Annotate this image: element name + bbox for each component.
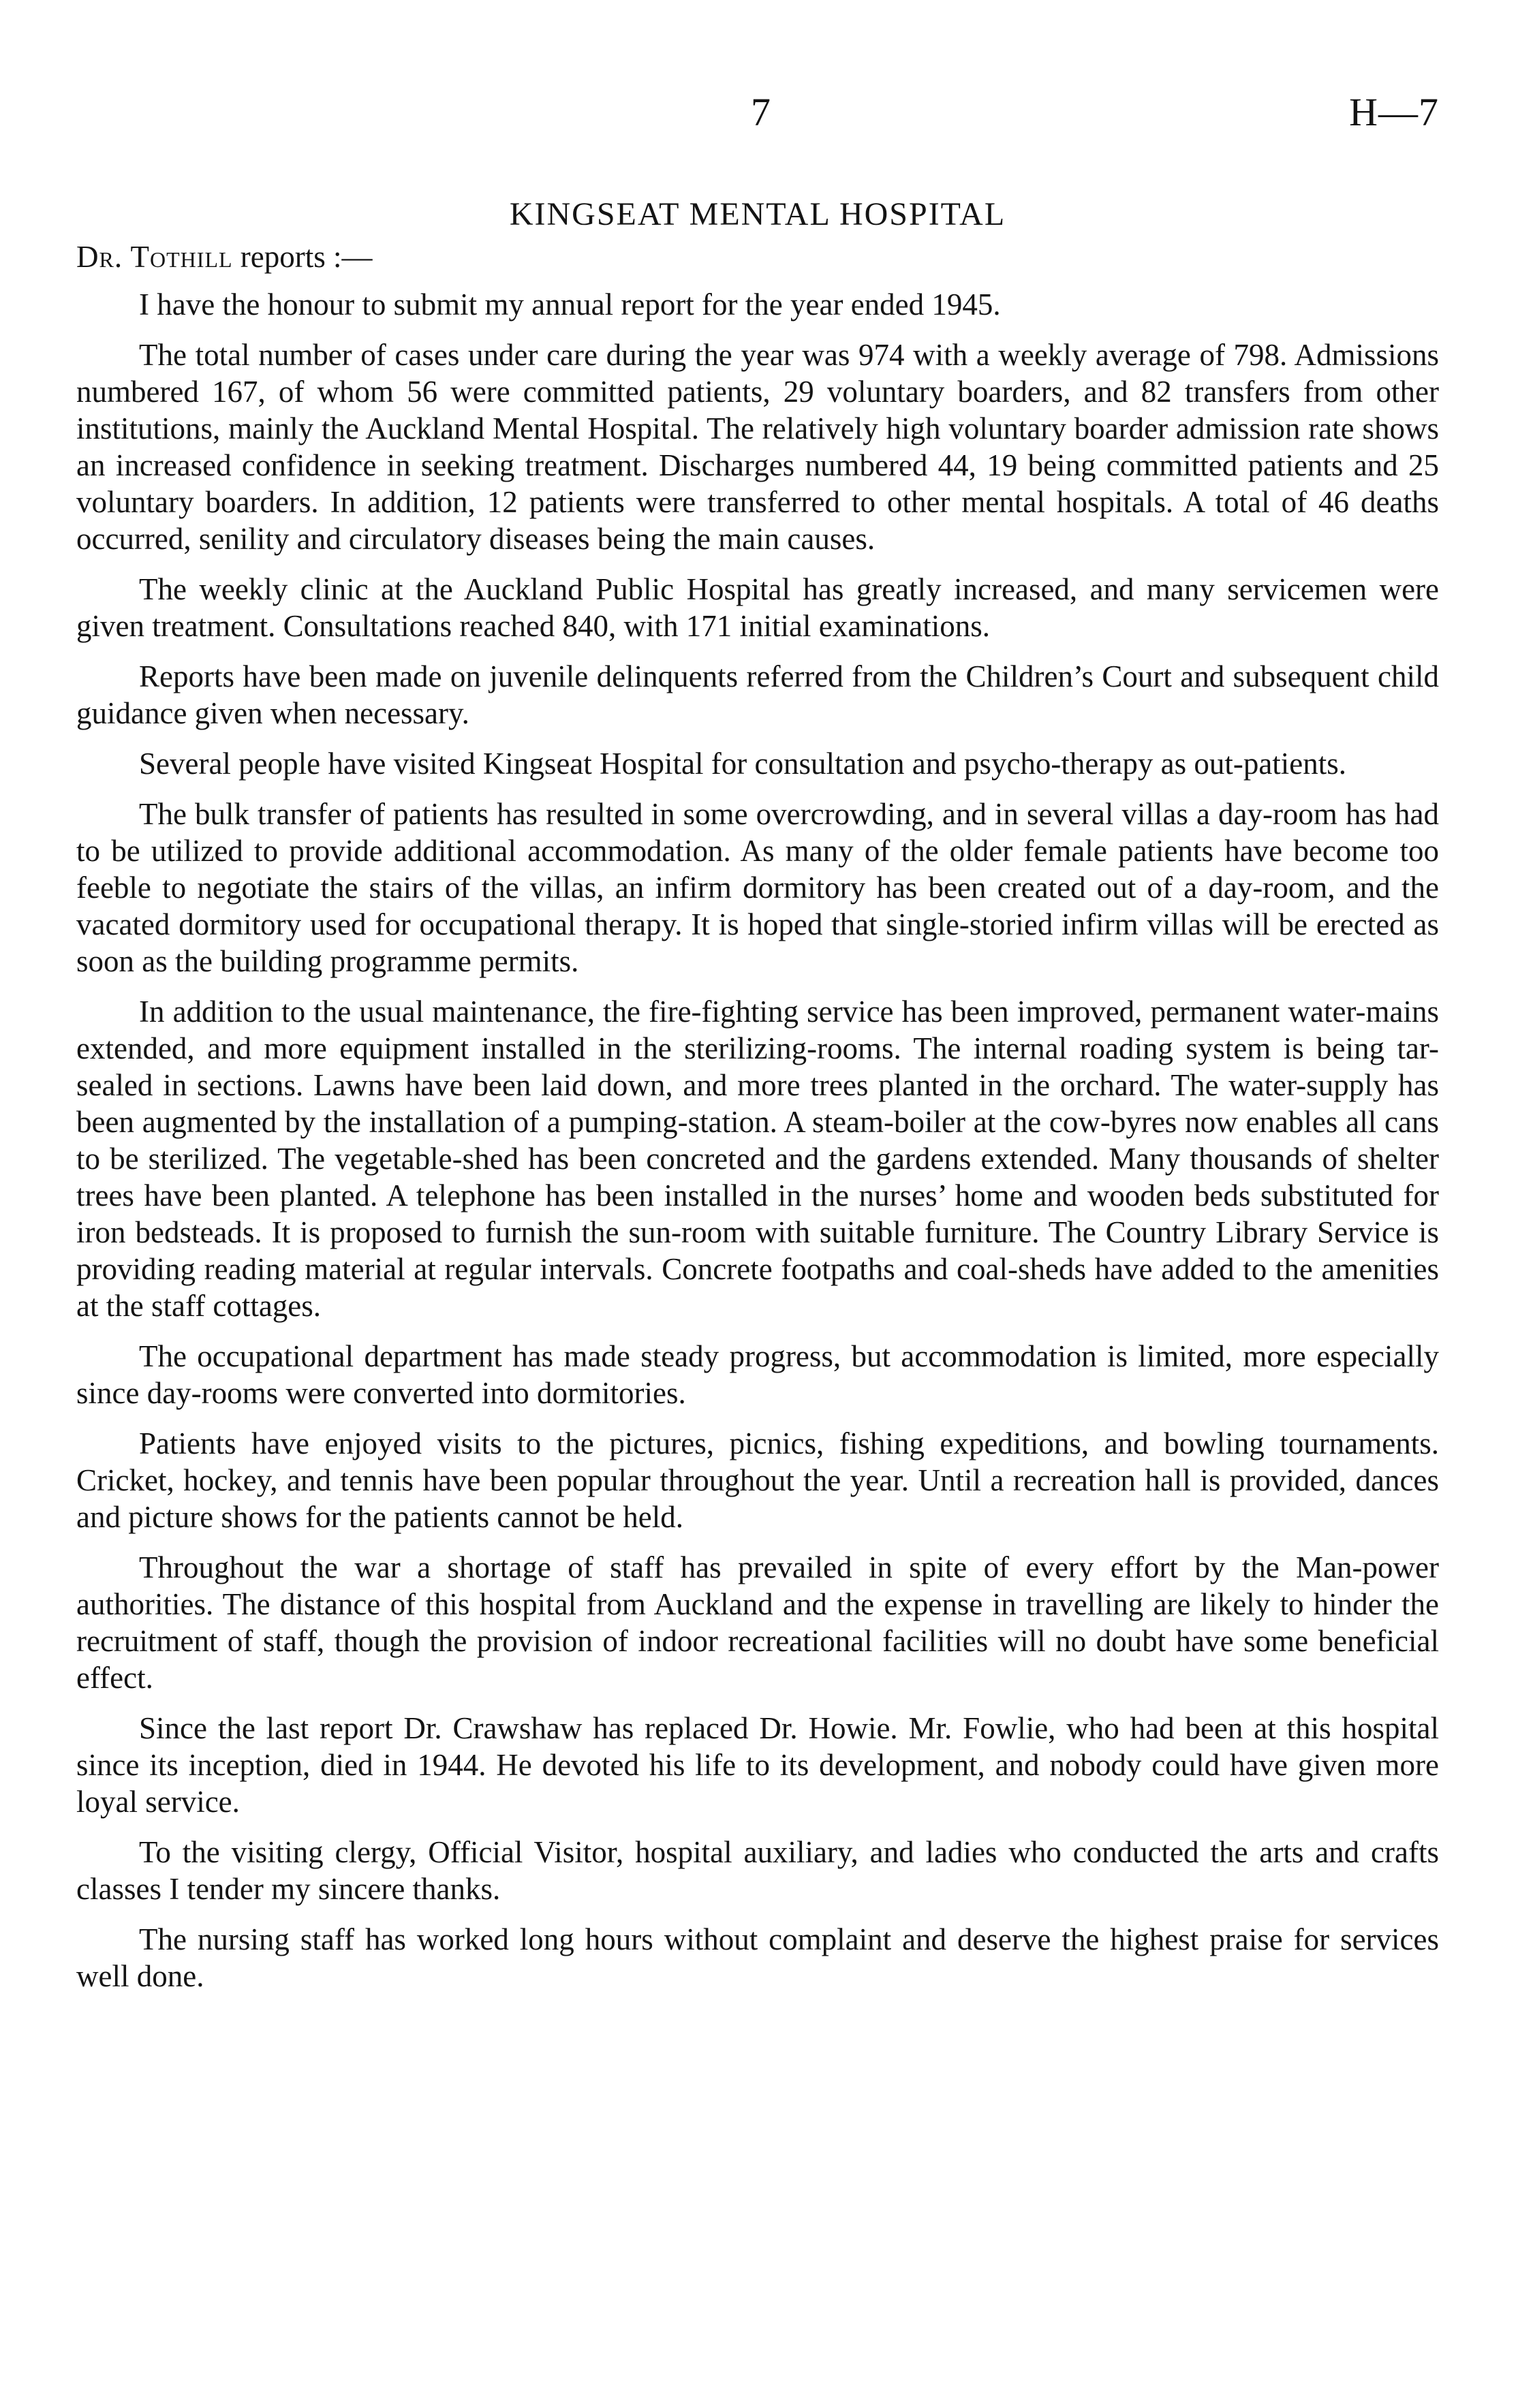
paragraph-out-patients: Several people have visited Kingseat Hospital for consultation and psycho-therapy as out-patients.	[139, 747, 1347, 781]
paragraph-admissions: The total number of cases under care during the year was 974 with a weekly average of 798. Admissions numbered 167, of whom 56 were committed patients, 29 voluntary boarders, and 82 transfers from other institutions, mainly the Auckland Mental Hospital. The relatively high voluntary boarder admission rate shows an increased confidence in seeking treatment. Discharges numbered 44, 19 being committed patients and 25 voluntary boarders. In addition, 12 patients were transferred to other mental hospitals. A total of 46 deaths occurred, senility and circulatory diseases being the main causes.	[76, 338, 1439, 556]
document-code: H—7	[1349, 90, 1439, 134]
paragraph-staff-changes: Since the last report Dr. Crawshaw has replaced Dr. Howie. Mr. Fowlie, who had been at this hospital since its inception, died in 1944. He devoted his life to its development, and nobody could have given more loyal service.	[76, 1711, 1439, 1819]
paragraph-occupational: The occupational department has made steady progress, but accommodation is limited, more especially since day-rooms were converted into dormitories.	[76, 1339, 1439, 1410]
report-body	[76, 238, 1439, 2008]
reporter-suffix: reports :—	[240, 240, 373, 274]
paragraph-maintenance: In addition to the usual maintenance, the fire-fighting service has been improved, permanent water-mains extended, and more equipment installed in the sterilizing-rooms. The internal roading system is being tar-sealed in sections. Lawns have been laid down, and more trees planted in the orchard. The water-supply has been augmented by the installation of a pumping-station. A steam-boiler at the cow-byres now enables all cans to be sterilized. The vegetable-shed has been concreted and the gardens extended. Many thousands of shelter trees have been planted. A telephone has been installed in the nurses’ home and wooden beds substituted for iron bedsteads. It is proposed to furnish the sun-room with suitable furniture. The Country Library Service is providing reading material at regular intervals. Concrete footpaths and coal-sheds have added to the amenities at the staff cottages.	[76, 995, 1439, 1323]
page-header	[76, 89, 1439, 150]
paragraph-overcrowding: The bulk transfer of patients has resulted in some overcrowding, and in several villas a day-room has had to be utilized to provide additional accommodation. As many of the older female patients have become too feeble to negotiate the stairs of the villas, an infirm dormitory has been created out of a day-room, and the vacated dormitory used for occupational therapy. It is hoped that single-storied infirm villas will be erected as soon as the building programme permits.	[76, 797, 1439, 978]
paragraph-thanks: To the visiting clergy, Official Visitor, hospital auxiliary, and ladies who conducted the arts and crafts classes I tender my sincere thanks.	[76, 1835, 1439, 1906]
paragraph-clinic: The weekly clinic at the Auckland Public Hospital has greatly increased, and many servicemen were given treatment. Consultations reached 840, with 171 initial examinations.	[76, 572, 1439, 643]
paragraph-nursing-staff: The nursing staff has worked long hours without complaint and deserve the highest praise for services well done.	[76, 1922, 1439, 1993]
page-number: 7	[751, 90, 771, 134]
reporter-line	[76, 238, 1439, 275]
reporter-name: Dr. Tothill	[76, 240, 233, 274]
paragraph-intro: I have the honour to submit my annual report for the year ended 1945.	[139, 287, 1001, 322]
paragraph-juvenile-reports: Reports have been made on juvenile delinquents referred from the Children’s Court and subsequent child guidance given when necessary.	[76, 659, 1439, 730]
paragraph-recreation: Patients have enjoyed visits to the pictures, picnics, fishing expeditions, and bowling tournaments. Cricket, hockey, and tennis have been popular throughout the year. Until a recreation hall is provided, dances and picture shows for the patients cannot be held.	[76, 1426, 1439, 1534]
section-title: KINGSEAT MENTAL HOSPITAL	[509, 196, 1006, 232]
paragraph-staff-shortage: Throughout the war a shortage of staff has prevailed in spite of every effort by the Man-power authorities. The distance of this hospital from Auckland and the expense in travelling are likely to hinder the recruitment of staff, though the provision of indoor recreational facilities will no doubt have some beneficial effect.	[76, 1550, 1439, 1695]
